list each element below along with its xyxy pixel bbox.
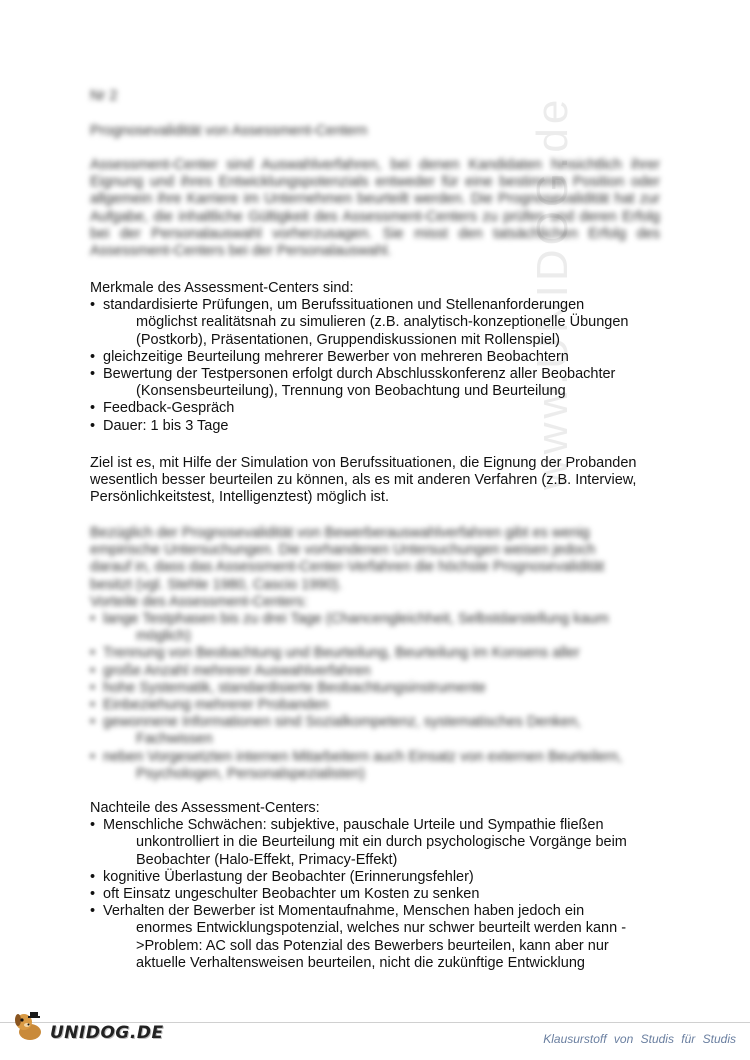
list-item [90,297,660,349]
list-item-continuation: möglichst realitätsnah zu simulieren (z.B. analytisch-konzeptionelle Übungen [136,314,629,331]
list-item-continuation: unkontrolliert in die Beurteilung mit ein durch psychologische Vorgänge beim [136,834,627,851]
bullet-icon: • [90,297,96,314]
watermark: www.UNIDOG.de [528,95,577,490]
bullet-icon: • [90,748,96,765]
blurred-line: empirische Untersuchungen. Die vorhandenen Untersuchungen weisen jedoch [90,542,596,559]
list-item [90,869,660,886]
vorteile-list [90,611,660,783]
merkmale-list [90,297,660,435]
document-number: Nr 2 [90,88,118,104]
footer-tagline: Klausurstoff von Studis für Studis [543,1032,736,1046]
list-item [90,645,660,662]
list-item [90,680,660,697]
list-item [90,714,660,748]
prognosevaliditaet-section [90,525,660,783]
bullet-icon: • [90,817,96,834]
bullet-icon: • [90,662,96,679]
vorteile-heading: Vorteile des Assessment-Centers: [90,593,308,610]
list-item-text: gleichzeitige Beurteilung mehrerer Bewerber von mehreren Beobachtern [103,348,569,365]
bullet-icon: • [90,886,96,903]
ziel-line: wesentlich besser beurteilen zu können, als es mit anderen Verfahren (z.B. Interview, [90,472,637,489]
ziel-line: Persönlichkeitstest, Intelligenztest) möglich ist. [90,489,389,506]
list-item-continuation: (Konsensbeurteilung), Trennung von Beobachtung und Beurteilung [136,383,566,400]
nachteile-heading: Nachteile des Assessment-Centers: [90,800,320,816]
logo-text: UNIDOG.DE [50,1023,164,1043]
bullet-icon: • [90,903,96,920]
bullet-icon: • [90,868,96,885]
list-item [90,886,660,903]
bullet-icon: • [90,611,96,628]
bullet-icon: • [90,697,96,714]
list-item-text: große Anzahl mehrerer Auswahlverfahren [103,662,371,679]
bullet-icon: • [90,348,96,365]
list-item-text: neben Vorgesetzten internen Mitarbeitern auch Einsatz von externen Beurteilern, [103,748,623,765]
merkmale-heading: Merkmale des Assessment-Centers sind: [90,280,354,296]
bullet-icon: • [90,645,96,662]
document-title: Prognosevalidität von Assessment-Centern [90,123,368,139]
nachteile-section [90,800,660,972]
list-item [90,663,660,680]
list-item-text: hohe Systematik, standardisierte Beobachtungsinstrumente [103,679,486,696]
merkmale-section [90,280,660,435]
list-item [90,817,660,869]
list-item [90,611,660,645]
blurred-line: darauf in, dass das Assessment-Center-Verfahren die höchste Prognosevalidität [90,559,605,576]
list-item-continuation: Fachwissen [136,731,213,748]
bullet-icon: • [90,679,96,696]
bullet-icon: • [90,417,96,434]
nachteile-list [90,817,660,972]
list-item-continuation: möglich) [136,628,191,645]
ziel-line: Ziel ist es, mit Hilfe der Simulation von Berufssituationen, die Eignung der Probanden [90,455,637,471]
list-item-text: Menschliche Schwächen: subjektive, pauschale Urteile und Sympathie fließen [103,817,604,834]
list-item [90,349,660,366]
bullet-icon: • [90,400,96,417]
list-item [90,400,660,417]
list-item-text: Verhalten der Bewerber ist Momentaufnahme, Menschen haben jedoch ein [103,903,585,920]
list-item-text: lange Testphasen bis zu drei Tage (Chancengleichheit, Selbstdarstellung kaum [103,611,609,628]
list-item [90,749,660,783]
list-item [90,366,660,400]
intro-paragraph: Assessment-Center sind Auswahlverfahren, bei denen Kandidaten hinsichtlich ihrer Eignung und ihres Entwicklungspotenzials entweder für eine bestimmte Position oder allgemein ihre Karriere im Unternehmen beurteilt werden. Die Prognosevalidität hat zur Aufgabe, die inhaltliche Gültigkeit des Assessment-Centers zu prüfen und deren Erfolg bei der Personalauswahl vorherzusagen. Sie misst den tatsächlichen Erfolg des Assessment-Centers bei der Personalauswahl. [90,157,660,260]
bullet-icon: • [90,714,96,731]
list-item-continuation: Psychologen, Personalspezialisten) [136,765,365,782]
blurred-line: besitzt (vgl. Stehle 1980, Cascio 1990). [90,576,343,593]
list-item-text: Dauer: 1 bis 3 Tage [103,417,229,434]
list-item-text: oft Einsatz ungeschulter Beobachter um Kosten zu senken [103,886,480,903]
list-item-continuation: (Postkorb), Präsentationen, Gruppendiskussionen mit Rollenspiel) [136,331,560,348]
ziel-paragraph [90,455,660,507]
dog-mascot-icon [12,1008,46,1047]
list-item-text: Trennung von Beobachtung und Beurteilung, Beurteilung im Konsens aller [103,645,580,662]
list-item-text: gewonnene Informationen sind Sozialkompetenz, systematisches Denken, [103,714,581,731]
list-item-text: Bewertung der Testpersonen erfolgt durch Abschlusskonferenz aller Beobachter [103,366,616,383]
list-item-text: Einbeziehung mehrerer Probanden [103,697,329,714]
list-item-continuation: >Problem: AC soll das Potenzial des Bewerbers beurteilen, kann aber nur [136,937,609,954]
list-item-text: kognitive Überlastung der Beobachter (Erinnerungsfehler) [103,868,474,885]
list-item-continuation: Beobachter (Halo-Effekt, Primacy-Effekt) [136,851,398,868]
list-item [90,903,660,972]
bullet-icon: • [90,366,96,383]
list-item-text: Feedback-Gespräch [103,400,235,417]
list-item-continuation: aktuelle Verhaltensweisen beurteilen, nicht die zukünftige Entwicklung [136,954,585,971]
unidog-logo[interactable] [12,1008,164,1047]
list-item [90,697,660,714]
blurred-line: Bezüglich der Prognosevalidität von Bewerberauswahlverfahren gibt es wenig [90,525,590,541]
list-item-continuation: enormes Entwicklungspotenzial, welches nur schwer beurteilt werden kann - [136,920,627,937]
list-item [90,418,660,435]
list-item-text: standardisierte Prüfungen, um Berufssituationen und Stellenanforderungen [103,297,585,314]
